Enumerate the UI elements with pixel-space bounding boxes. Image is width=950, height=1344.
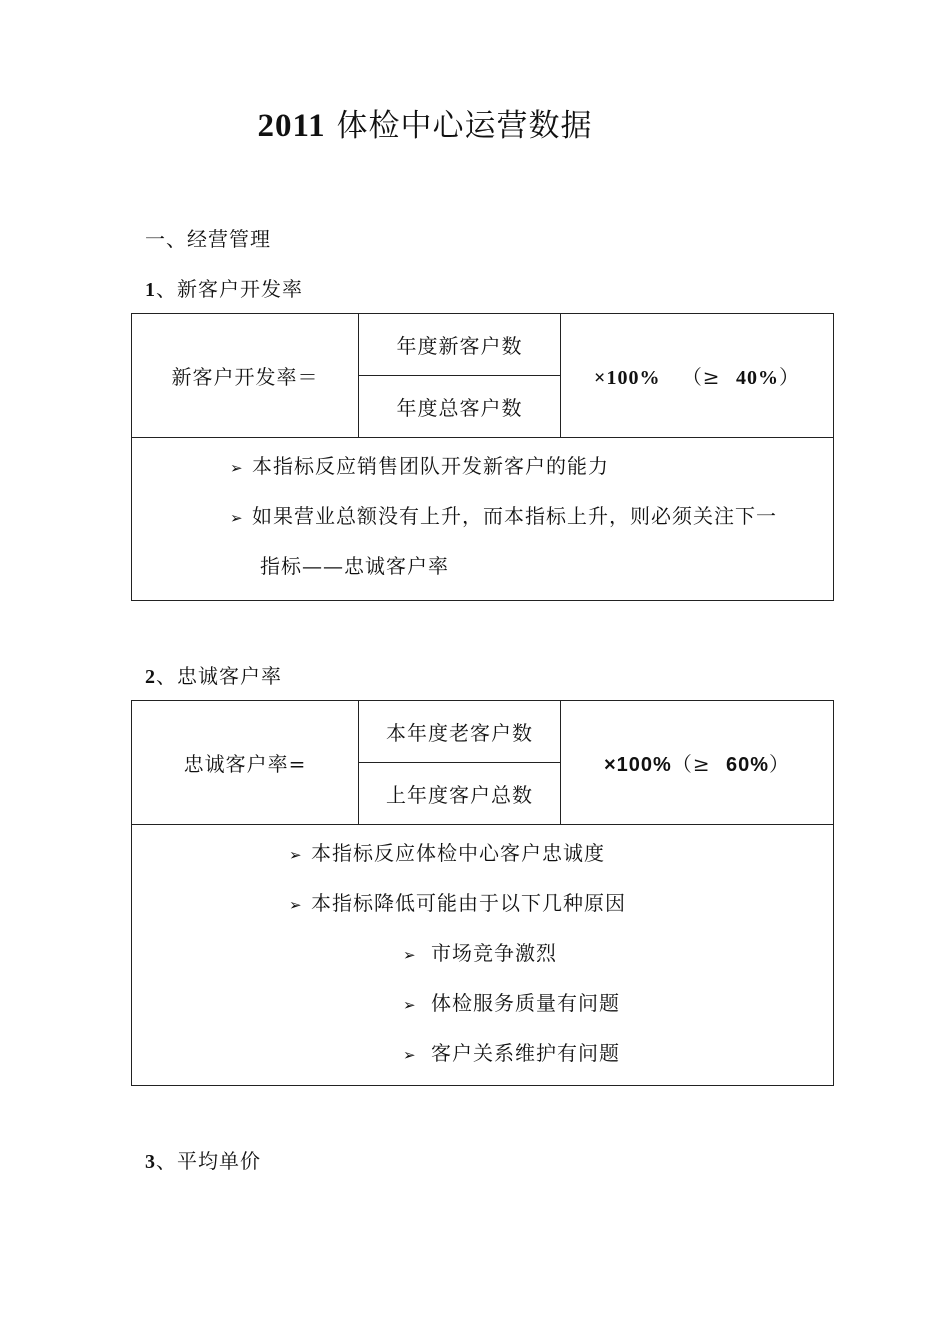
arrowhead-bullet-icon: ➢: [403, 1046, 417, 1064]
item-heading-new-customer-rate: [145, 273, 303, 302]
item-heading-loyal-customer-rate: [145, 660, 282, 689]
formula-notes: [132, 438, 834, 601]
note-subitem: ➢ 市场竞争激烈: [403, 941, 557, 965]
formula-lhs: 新客户开发率＝: [132, 314, 359, 438]
item-number: 1: [145, 279, 156, 301]
arrowhead-bullet-icon: ➢: [230, 509, 244, 527]
note-subitem: ➢ 体检服务质量有问题: [403, 991, 620, 1015]
formula-notes: [132, 825, 834, 1086]
new-customer-rate-formula-table: [131, 313, 834, 601]
target-value: 40%: [735, 367, 779, 389]
arrowhead-bullet-icon: ➢: [289, 846, 303, 864]
item-number: 3: [145, 1151, 156, 1173]
arrowhead-bullet-icon: ➢: [230, 459, 244, 477]
formula-multiplier: [561, 314, 834, 438]
formula-numerator: 年度新客户数: [359, 314, 561, 376]
note-item: ➢ 本指标降低可能由于以下几种原因: [289, 891, 626, 915]
title-year: 2011: [257, 108, 326, 144]
page-title: [0, 100, 850, 145]
multiplier-value: ×100%: [604, 754, 672, 776]
item-label: 、忠诚客户率: [156, 664, 282, 688]
note-item-continuation: 指标——忠诚客户率: [260, 554, 449, 578]
target-value: 60%: [725, 754, 769, 776]
arrowhead-bullet-icon: ➢: [289, 896, 303, 914]
item-number: 2: [145, 666, 156, 688]
formula-denominator: 上年度客户总数: [359, 763, 561, 825]
section-heading-management: 一、经营管理: [145, 227, 271, 251]
arrowhead-bullet-icon: ➢: [403, 946, 417, 964]
formula-numerator: 本年度老客户数: [359, 701, 561, 763]
target-close: ）: [778, 365, 800, 389]
multiplier-value: ×100%: [594, 367, 661, 389]
arrowhead-bullet-icon: ➢: [403, 996, 417, 1014]
formula-multiplier: [561, 701, 834, 825]
item-label: 、新客户开发率: [156, 277, 303, 301]
item-label: 、平均单价: [156, 1149, 261, 1173]
item-heading-average-price: [145, 1145, 261, 1174]
formula-lhs: 忠诚客户率=: [132, 701, 359, 825]
title-text: 体检中心运营数据: [336, 108, 593, 144]
formula-denominator: 年度总客户数: [359, 376, 561, 438]
target-close: ）: [769, 752, 790, 776]
target-open: （≥: [681, 365, 721, 389]
note-item: ➢ 本指标反应体检中心客户忠诚度: [289, 841, 605, 865]
note-item: ➢ 如果营业总额没有上升，而本指标上升，则必须关注下一: [230, 504, 777, 528]
target-open: （≥: [671, 752, 711, 776]
loyal-customer-rate-formula-table: [131, 700, 834, 1086]
note-item: ➢ 本指标反应销售团队开发新客户的能力: [230, 454, 609, 478]
note-subitem: ➢ 客户关系维护有问题: [403, 1041, 620, 1065]
